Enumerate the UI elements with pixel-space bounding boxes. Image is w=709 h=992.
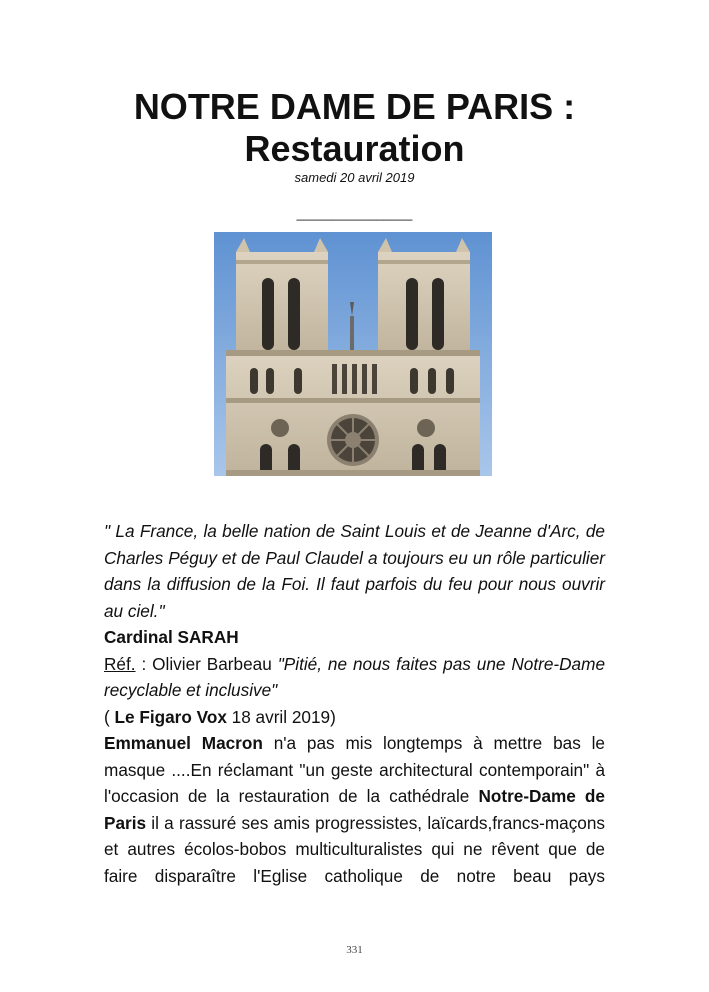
name-macron: Emmanuel Macron (104, 733, 263, 753)
page-title-line2: Restauration (244, 128, 465, 169)
main-paragraph: Emmanuel Macron n'a pas mis longtemps à mettre bas le masque ....En réclamant "un geste architectural contemporain" à l'occasion de la restauration de la cathédrale Notre-Dame de Paris il a rassuré ses amis progressistes, laïcards,francs-maçons et autres écolos-bobos multiculturalistes qui ne rêvent que de faire disparaître l'Eglise catholique de notre beau pays (104, 733, 605, 886)
article-body (104, 518, 605, 889)
reference-date: 18 avril 2019) (226, 706, 336, 727)
name-notre-dame: Notre-Dame de Paris (104, 786, 605, 833)
article-date: samedi 20 avril 2019 (294, 170, 415, 185)
quote-paragraph (104, 518, 605, 624)
quote-text: " La France, la belle nation de Saint Louis et de Jeanne d'Arc, de Charles Péguy et de Paul Claudel a toujours eu un rôle particulier dans la diffusion de la Foi. Il faut parfois du feu pour nous ouvrir au ciel." (104, 521, 605, 621)
reference-author: Olivier Barbeau (152, 653, 278, 674)
reference-line: Réf. : Olivier Barbeau "Pitié, ne nous faites pas une Notre-Dame recyclable et inclusive" (104, 653, 605, 700)
page-title-line1: NOTRE DAME DE PARIS : (133, 86, 576, 127)
quote-author: Cardinal SARAH (104, 627, 239, 647)
reference-title: "Pitié, ne nous faites pas une Notre-Dame recyclable et inclusive" (104, 653, 605, 700)
cathedral-facade-icon (214, 232, 492, 476)
separator-line: ________________ (296, 206, 413, 221)
page-number: 331 (346, 944, 363, 956)
reference-label: Réf. (104, 653, 136, 674)
reference-source: Le Figaro Vox (114, 706, 227, 727)
reference-source-line: ( Le Figaro Vox 18 avril 2019) (104, 706, 336, 727)
